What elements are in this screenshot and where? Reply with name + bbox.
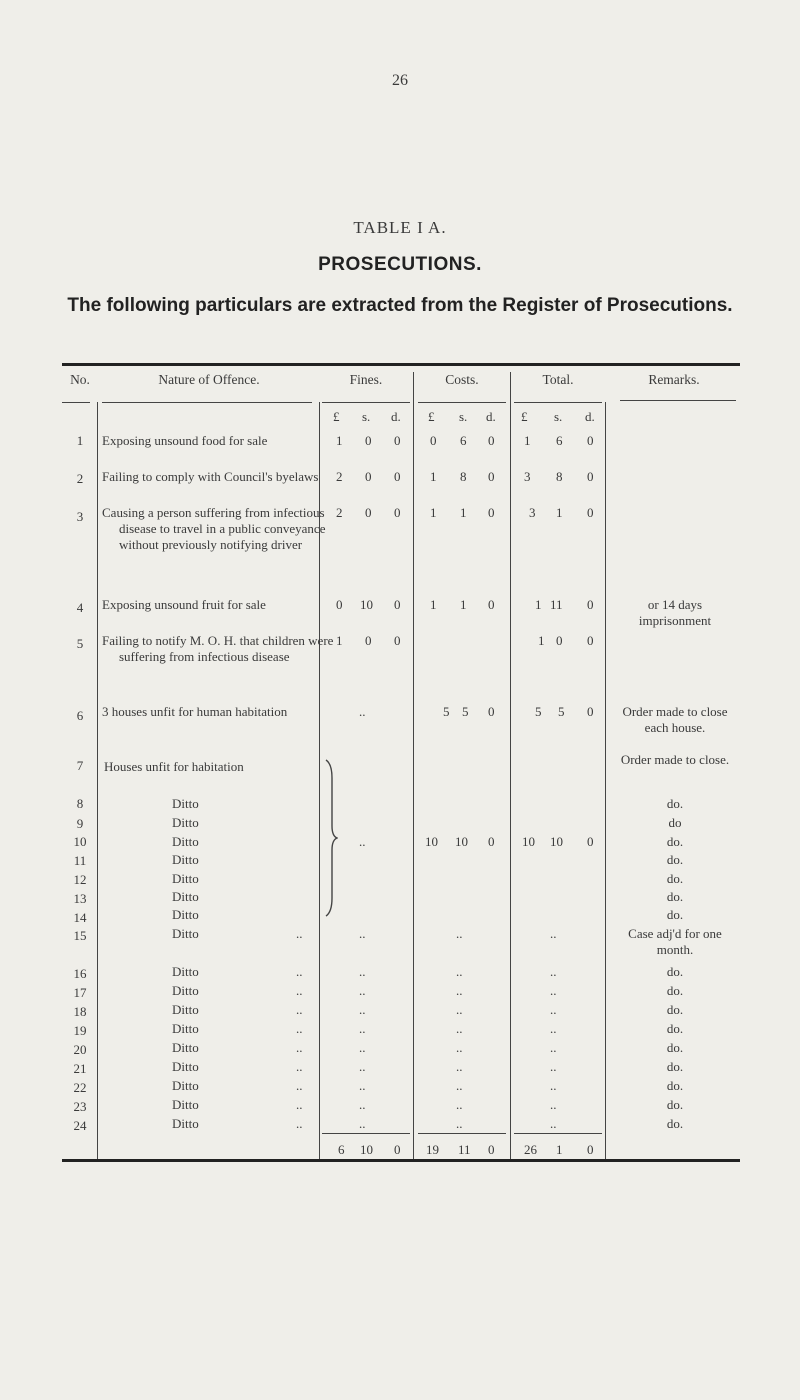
table-top-rule [62,363,740,366]
row-number: 2 [76,471,84,486]
row-number: 14 [73,910,87,925]
fines-pound-unit: £ [333,409,340,424]
fine-leader: .. [359,704,366,719]
fine-leader: .. [359,1116,366,1131]
offence-text: Ditto [172,834,199,849]
cost-pounds: 1 [430,505,437,520]
offence-text: Ditto [172,1021,199,1036]
total-shillings: 1 [556,505,563,520]
offence-text: Ditto [172,796,199,811]
fine-leader: .. [359,1097,366,1112]
page-number: 26 [392,72,408,89]
grand-total-pence: 0 [587,1142,594,1157]
fine-pounds: 1 [336,633,343,648]
remark-text: do. [666,1097,684,1112]
cost-shillings: 10 [455,834,468,849]
cost-leader: .. [456,1021,463,1036]
cost-leader: .. [456,1059,463,1074]
row-number: 8 [76,796,84,811]
offence-text: Ditto [172,983,199,998]
cost-shillings: 8 [460,469,467,484]
offence-text: Exposing unsound food for sale [102,433,268,448]
total-leader: .. [550,1116,557,1131]
remark-text: do. [666,1002,684,1017]
offence-text: Ditto [172,1097,199,1112]
remark-text: do. [666,1116,684,1131]
nature-leader: .. [296,926,303,941]
row-number: 23 [73,1099,87,1114]
cost-leader: .. [456,983,463,998]
remark-text: or 14 days imprisonment [638,597,712,628]
offence-text: Ditto [172,926,199,941]
total-pounds: 1 [524,433,531,448]
fine-leader: .. [359,926,366,941]
totals-rule-costs [418,1133,506,1134]
cost-leader: .. [456,1116,463,1131]
row-number: 12 [73,872,87,887]
row-number: 1 [76,433,84,448]
total-leader: .. [550,1040,557,1055]
totals-rule-total [514,1133,602,1134]
offence-text: Ditto [172,1002,199,1017]
row-number: 6 [76,708,84,723]
row-number: 4 [76,600,84,615]
nature-leader: .. [296,1097,303,1112]
divider-costs [510,372,511,1159]
cost-leader: .. [456,964,463,979]
fine-shillings: 0 [365,505,372,520]
total-shillings: 0 [556,633,563,648]
fine-pence: 0 [394,597,401,612]
cost-pounds: 10 [425,834,438,849]
fine-pence: 0 [394,469,401,484]
remark-text: do. [666,964,684,979]
row-number: 17 [73,985,87,1000]
fine-pence: 0 [394,433,401,448]
offence-text: Failing to notify M. O. H. that children were suffering from infectious disease [102,633,334,664]
nature-leader: .. [296,964,303,979]
costs-pence-unit: d. [486,409,496,424]
remark-text: do. [666,796,684,811]
row-number: 9 [76,816,84,831]
offence-text: Ditto [172,852,199,867]
total-shillings: 8 [556,469,563,484]
total-shillings: 10 [550,834,563,849]
total-cost-pounds: 19 [426,1142,439,1157]
fine-leader: .. [359,1021,366,1036]
total-leader: .. [550,1059,557,1074]
column-header-costs: Costs. [445,372,479,387]
fine-shillings: 10 [360,597,373,612]
header-underline-fines [322,402,410,403]
remark-text: do. [666,852,684,867]
grand-total-pounds: 26 [524,1142,537,1157]
total-pounds: 10 [522,834,535,849]
nature-leader: .. [296,1040,303,1055]
fine-leader: .. [359,983,366,998]
page-subtitle: The following particulars are extracted from the Register of Prosecutions. [67,295,733,316]
cost-pence: 0 [488,597,495,612]
total-pence: 0 [587,633,594,648]
header-underline-remarks [620,400,736,401]
cost-shillings: 5 [462,704,469,719]
fine-pence: 0 [394,633,401,648]
total-fine-pounds: 6 [338,1142,345,1157]
totals-rule-fines [322,1133,410,1134]
row-number: 3 [76,509,84,524]
cost-leader: .. [456,1002,463,1017]
total-shillings: 11 [550,597,563,612]
row-number: 11 [73,853,87,868]
row-number: 21 [73,1061,87,1076]
cost-leader: .. [456,926,463,941]
offence-text: Ditto [172,907,199,922]
header-underline-nature [102,402,312,403]
total-pounds: 5 [535,704,542,719]
offence-text: Ditto [172,1116,199,1131]
cost-pence: 0 [488,433,495,448]
remark-text: do. [666,983,684,998]
cost-pence: 0 [488,469,495,484]
column-header-nature: Nature of Offence. [158,372,260,387]
total-pence: 0 [587,834,594,849]
row-number: 15 [73,928,87,943]
grand-total-shillings: 1 [556,1142,563,1157]
total-pence: 0 [587,433,594,448]
cost-pence: 0 [488,834,495,849]
costs-pound-unit: £ [428,409,435,424]
row-number: 19 [73,1023,87,1038]
remark-text: do. [666,834,684,849]
offence-text: Causing a person suffering from infectious disease to travel in a public conveyance without previously notifying driver [102,505,326,552]
total-pounds: 1 [538,633,545,648]
cost-pence: 0 [488,505,495,520]
total-pence: 0 [587,597,594,612]
cost-pounds: 5 [443,704,450,719]
total-shillings: 6 [556,433,563,448]
remark-text: Order made to close. [620,752,730,767]
total-pounds: 1 [535,597,542,612]
total-pence-unit: d. [585,409,595,424]
total-pence: 0 [587,505,594,520]
row-number: 22 [73,1080,87,1095]
cost-shillings: 1 [460,597,467,612]
column-header-fines: Fines. [349,372,383,387]
remark-text: do [668,815,682,830]
remark-text: do. [666,907,684,922]
column-header-remarks: Remarks. [648,372,700,387]
fines-shilling-unit: s. [362,409,371,424]
table-caption: TABLE I A. [353,218,447,237]
fine-leader: .. [359,964,366,979]
remark-text: Order made to close each house. [622,704,728,735]
total-fine-shillings: 10 [360,1142,373,1157]
cost-leader: .. [456,1040,463,1055]
remark-text: do. [666,1059,684,1074]
offence-text: Ditto [172,871,199,886]
page-title: PROSECUTIONS. [318,254,482,275]
total-leader: .. [550,1002,557,1017]
nature-leader: .. [296,1002,303,1017]
fine-leader: .. [359,1002,366,1017]
row-number: 5 [76,636,84,651]
offence-text: Failing to comply with Council's byelaws [102,469,319,484]
total-leader: .. [550,926,557,941]
nature-leader: .. [296,1021,303,1036]
cost-pounds: 0 [430,433,437,448]
total-leader: .. [550,983,557,998]
total-shillings: 5 [558,704,565,719]
offence-text: 3 houses unfit for human habitation [102,704,288,719]
remark-text: do. [666,1078,684,1093]
total-leader: .. [550,1097,557,1112]
row-number: 7 [76,758,84,773]
offence-text: Ditto [172,1078,199,1093]
row-number: 20 [73,1042,87,1057]
fines-pence-unit: d. [391,409,401,424]
table-bottom-rule [62,1159,740,1162]
remark-text: Case adj'd for one month. [628,926,722,957]
fine-pounds: 1 [336,433,343,448]
costs-shilling-unit: s. [459,409,468,424]
offence-text: Houses unfit for habitation [104,759,244,774]
row-number: 13 [73,891,87,906]
total-shilling-unit: s. [554,409,563,424]
row-number: 10 [73,834,87,849]
fine-pounds: 0 [336,597,343,612]
total-pounds: 3 [524,469,531,484]
offence-text: Exposing unsound fruit for sale [102,597,266,612]
column-header-total: Total. [542,372,574,387]
fine-leader: .. [359,1040,366,1055]
cost-shillings: 6 [460,433,467,448]
remark-text: do. [666,871,684,886]
cost-leader: .. [456,1078,463,1093]
fine-shillings: 0 [365,469,372,484]
header-underline-costs [418,402,506,403]
cost-pence: 0 [488,704,495,719]
total-cost-pence: 0 [488,1142,495,1157]
nature-leader: .. [296,1078,303,1093]
row-number: 18 [73,1004,87,1019]
offence-text: Ditto [172,815,199,830]
cost-pounds: 1 [430,597,437,612]
total-leader: .. [550,964,557,979]
fine-leader: .. [359,834,366,849]
cost-leader: .. [456,1097,463,1112]
total-cost-shillings: 11 [458,1142,471,1157]
nature-leader: .. [296,1059,303,1074]
total-pence: 0 [587,704,594,719]
fine-pence: 0 [394,505,401,520]
cost-shillings: 1 [460,505,467,520]
row-number: 24 [73,1118,87,1133]
fine-shillings: 0 [365,433,372,448]
header-underline-no [62,402,90,403]
remark-text: do. [666,1040,684,1055]
fine-leader: .. [359,1059,366,1074]
total-leader: .. [550,1021,557,1036]
header-underline-total [514,402,602,403]
remark-text: do. [666,1021,684,1036]
total-pence: 0 [587,469,594,484]
fine-leader: .. [359,1078,366,1093]
nature-leader: .. [296,983,303,998]
group-brace [324,758,338,918]
fine-pounds: 2 [336,505,343,520]
offence-text: Ditto [172,889,199,904]
cost-pounds: 1 [430,469,437,484]
total-pounds: 3 [529,505,536,520]
remark-text: do. [666,889,684,904]
fine-shillings: 0 [365,633,372,648]
divider-total [605,402,606,1159]
nature-leader: .. [296,1116,303,1131]
divider-fines [413,372,414,1159]
offence-text: Ditto [172,964,199,979]
fine-pounds: 2 [336,469,343,484]
total-pound-unit: £ [521,409,528,424]
offence-text: Ditto [172,1059,199,1074]
total-leader: .. [550,1078,557,1093]
offence-text: Ditto [172,1040,199,1055]
row-number: 16 [73,966,87,981]
column-header-no: No. [70,372,90,387]
total-fine-pence: 0 [394,1142,401,1157]
